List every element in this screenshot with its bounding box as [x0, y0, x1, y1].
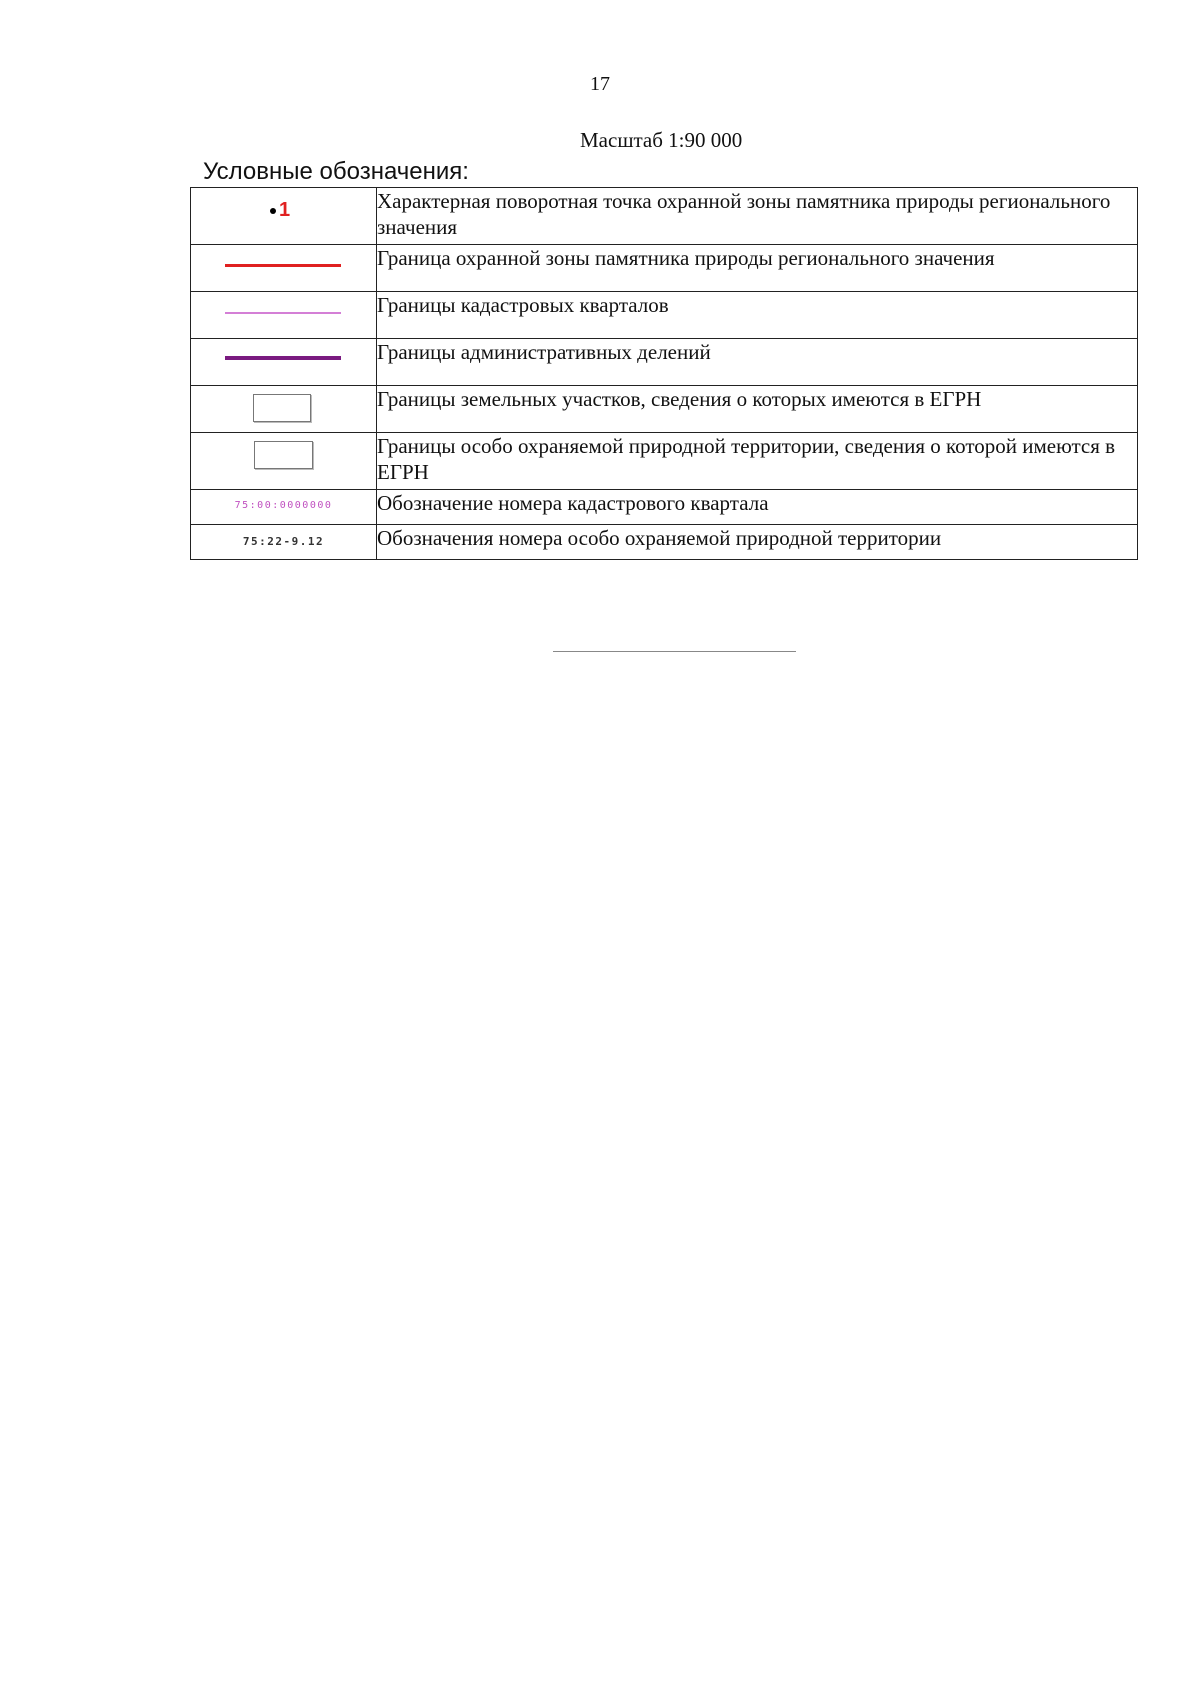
land-plot-rectangle-icon — [253, 394, 311, 422]
legend-symbol-cell — [191, 292, 377, 339]
legend-description: Характерная поворотная точка охранной зоны памятника природы регионального значения — [377, 188, 1138, 245]
legend-description: Обозначения номера особо охраняемой природной территории — [377, 525, 1138, 560]
legend-description: Обозначение номера кадастрового квартала — [377, 490, 1138, 525]
legend-row-point — [191, 188, 1138, 245]
legend-row-oopt-number — [191, 525, 1138, 560]
oopt-rectangle-icon — [254, 441, 313, 469]
scale-label: Масштаб 1:90 000 — [580, 128, 743, 152]
legend-symbol-cell — [191, 188, 377, 245]
legend-symbol-cell — [191, 386, 377, 433]
legend-symbol-cell — [191, 490, 377, 525]
legend-row-cadastral-number — [191, 490, 1138, 525]
legend-row-oopt-boundary — [191, 433, 1138, 490]
legend-row-protection-zone — [191, 245, 1138, 292]
legend-description: Границы административных делений — [377, 339, 1138, 386]
legend-symbol-cell — [191, 339, 377, 386]
separator-line — [553, 651, 796, 652]
legend-symbol-cell — [191, 525, 377, 560]
red-boundary-line-icon — [225, 264, 341, 267]
legend-title: Условные обозначения: — [203, 158, 469, 185]
legend-symbol-cell — [191, 245, 377, 292]
turning-point-icon — [270, 200, 290, 220]
legend-row-admin-divisions — [191, 339, 1138, 386]
purple-boundary-line-icon — [225, 356, 341, 360]
cadastral-number-sample: 75:00:0000000 — [234, 500, 333, 511]
oopt-number-sample: 75:22-9.12 — [242, 535, 325, 548]
point-number: 1 — [279, 199, 291, 221]
legend-description: Границы земельных участков, сведения о которых имеются в ЕГРН — [377, 386, 1138, 433]
page-number: 17 — [590, 73, 610, 95]
legend-description: Граница охранной зоны памятника природы регионального значения — [377, 245, 1138, 292]
legend-row-land-plots — [191, 386, 1138, 433]
legend-description: Границы особо охраняемой природной территории, сведения о которой имеются в ЕГРН — [377, 433, 1138, 490]
point-dot-icon — [270, 208, 276, 214]
legend-description: Границы кадастровых кварталов — [377, 292, 1138, 339]
legend-table — [190, 187, 1138, 560]
legend-row-cadastral-quarters — [191, 292, 1138, 339]
pink-boundary-line-icon — [225, 312, 341, 314]
legend-symbol-cell — [191, 433, 377, 490]
